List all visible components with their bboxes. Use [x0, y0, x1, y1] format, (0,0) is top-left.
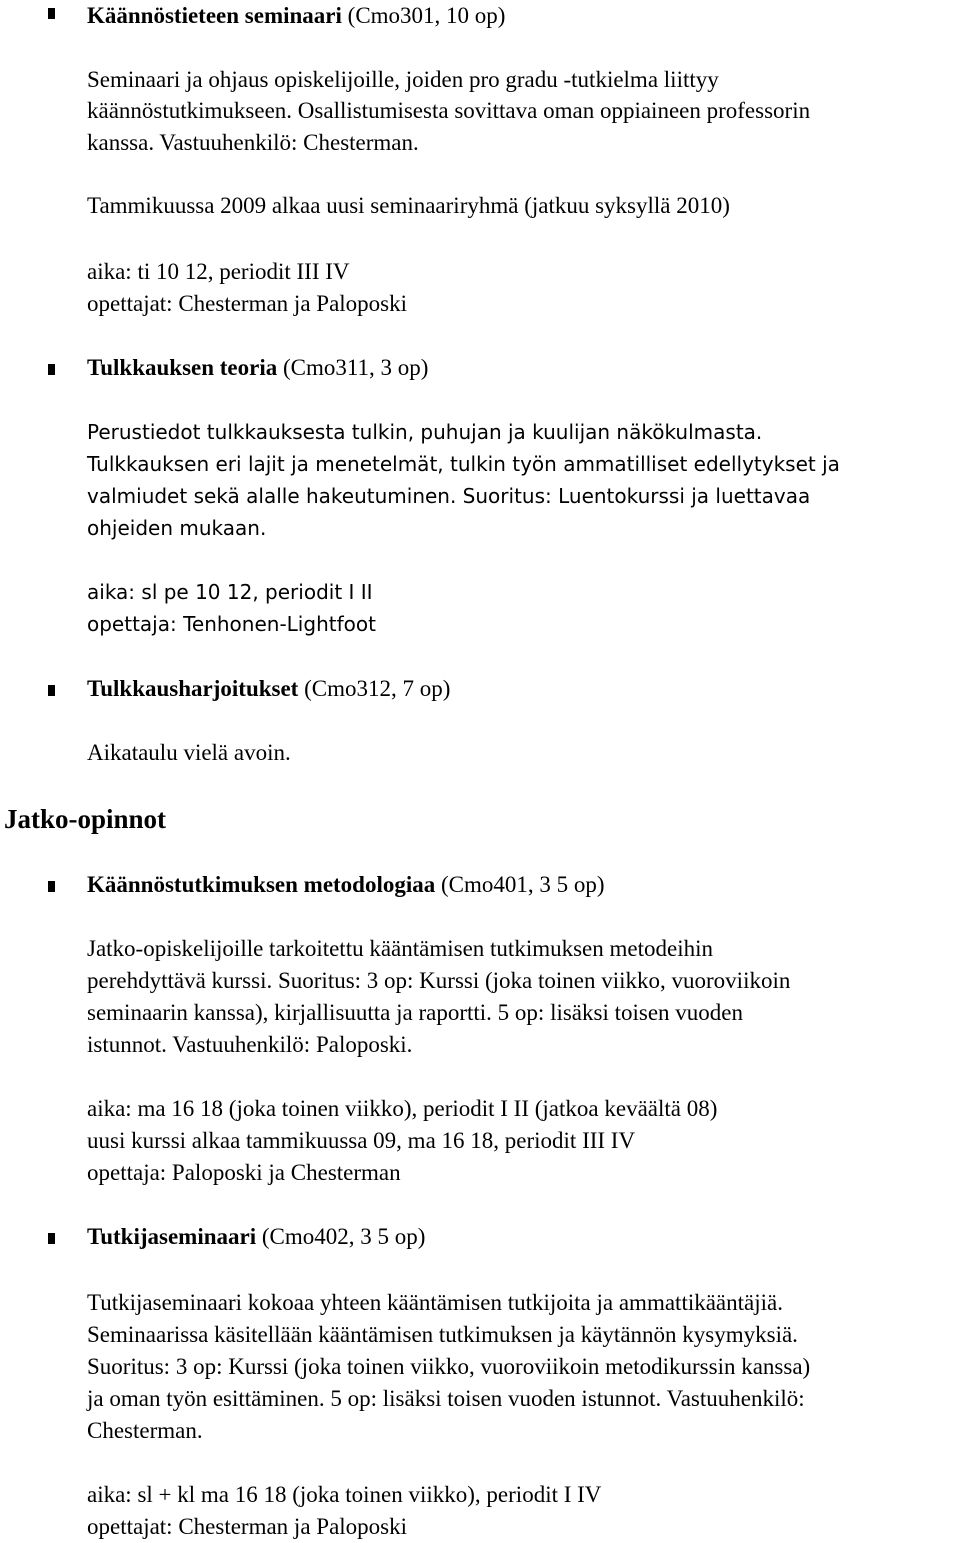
course-time: aika: ma 16 18 (joka toinen viikko), periodit I II (jatkoa keväältä 08) [87, 1096, 718, 1121]
course-title-cmo312 [87, 673, 450, 705]
course-time: uusi kurssi alkaa tammikuussa 09, ma 16 18, periodit III IV [87, 1128, 636, 1153]
course-title-bold: Käännöstutkimuksen metodologiaa [87, 872, 436, 897]
course-desc: Aikataulu vielä avoin. [87, 740, 291, 765]
course-desc-line: perehdyttävä kurssi. Suoritus: 3 op: Kurssi (joka toinen viikko, vuoroviikoin [87, 968, 791, 993]
bullet-icon [48, 685, 55, 696]
course-desc-line: käännöstutkimukseen. Osallistumisesta sovittava oman oppiaineen professorin [87, 98, 811, 123]
course-desc-line: ohjeiden mukaan. [87, 516, 267, 540]
course-title-cmo401 [87, 869, 605, 901]
course-desc-line: Perustiedot tulkkauksesta tulkin, puhujan ja kuulijan näkökulmasta. [87, 420, 763, 444]
course-teacher: opettaja: Paloposki ja Chesterman [87, 1160, 401, 1185]
course-teacher: opettaja: Tenhonen-Lightfoot [87, 612, 376, 636]
course-code: (Cmo311, 3 op) [277, 355, 429, 380]
course-title-cmo402 [87, 1221, 425, 1253]
course-code: (Cmo312, 7 op) [298, 676, 451, 701]
bullet-icon [48, 364, 55, 375]
course-note: Tammikuussa 2009 alkaa uusi seminaariryhmä (jatkuu syksyllä 2010) [87, 193, 730, 218]
course-desc-line: Suoritus: 3 op: Kurssi (joka toinen viikko, vuoroviikoin metodikurssin kanssa) [87, 1354, 811, 1379]
course-title-cmo301 [87, 0, 505, 32]
course-desc-line: Tutkijaseminaari kokoaa yhteen kääntämisen tutkijoita ja ammattikääntäjiä. [87, 1290, 783, 1315]
course-desc-line: Seminaari ja ohjaus opiskelijoille, joiden pro gradu -tutkielma liittyy [87, 67, 719, 92]
course-time: aika: sl + kl ma 16 18 (joka toinen viikko), periodit I IV [87, 1482, 602, 1507]
course-code: (Cmo301, 10 op) [341, 3, 506, 28]
course-teachers: opettajat: Chesterman ja Paloposki [87, 1514, 408, 1539]
course-desc-line: Seminaarissa käsitellään kääntämisen tutkimuksen ja käytännön kysymyksiä. [87, 1322, 798, 1347]
course-desc-line: seminaarin kanssa), kirjallisuutta ja raportti. 5 op: lisäksi toisen vuoden [87, 1000, 744, 1025]
section-heading: Jatko-opinnot [4, 804, 167, 834]
course-code: (Cmo402, 3 5 op) [256, 1224, 426, 1249]
course-desc-line: ja oman työn esittäminen. 5 op: lisäksi toisen vuoden istunnot. Vastuuhenkilö: [87, 1386, 805, 1411]
course-title-bold: Käännöstieteen seminaari [87, 3, 342, 28]
course-teachers: opettajat: Chesterman ja Paloposki [87, 291, 408, 316]
bullet-icon [48, 1233, 55, 1244]
course-title-cmo311 [87, 352, 428, 384]
course-desc-line: Jatko-opiskelijoille tarkoitettu kääntämisen tutkimuksen metodeihin [87, 936, 713, 961]
course-title-bold: Tutkijaseminaari [87, 1224, 257, 1249]
bullet-icon [48, 8, 55, 19]
course-title-bold: Tulkkausharjoitukset [87, 676, 299, 701]
bullet-icon [48, 881, 55, 892]
course-time: aika: ti 10 12, periodit III IV [87, 259, 350, 284]
course-title-bold: Tulkkauksen teoria [87, 355, 278, 380]
course-desc-line: istunnot. Vastuuhenkilö: Paloposki. [87, 1032, 413, 1057]
course-desc-line: kanssa. Vastuuhenkilö: Chesterman. [87, 130, 419, 155]
course-desc-line: valmiudet sekä alalle hakeutuminen. Suoritus: Luentokurssi ja luettavaa [87, 484, 811, 508]
course-time: aika: sl pe 10 12, periodit I II [87, 580, 373, 604]
course-desc-line: Chesterman. [87, 1418, 203, 1443]
course-desc-line: Tulkkauksen eri lajit ja menetelmät, tulkin työn ammatilliset edellytykset ja [87, 452, 840, 476]
course-code: (Cmo401, 3 5 op) [435, 872, 605, 897]
